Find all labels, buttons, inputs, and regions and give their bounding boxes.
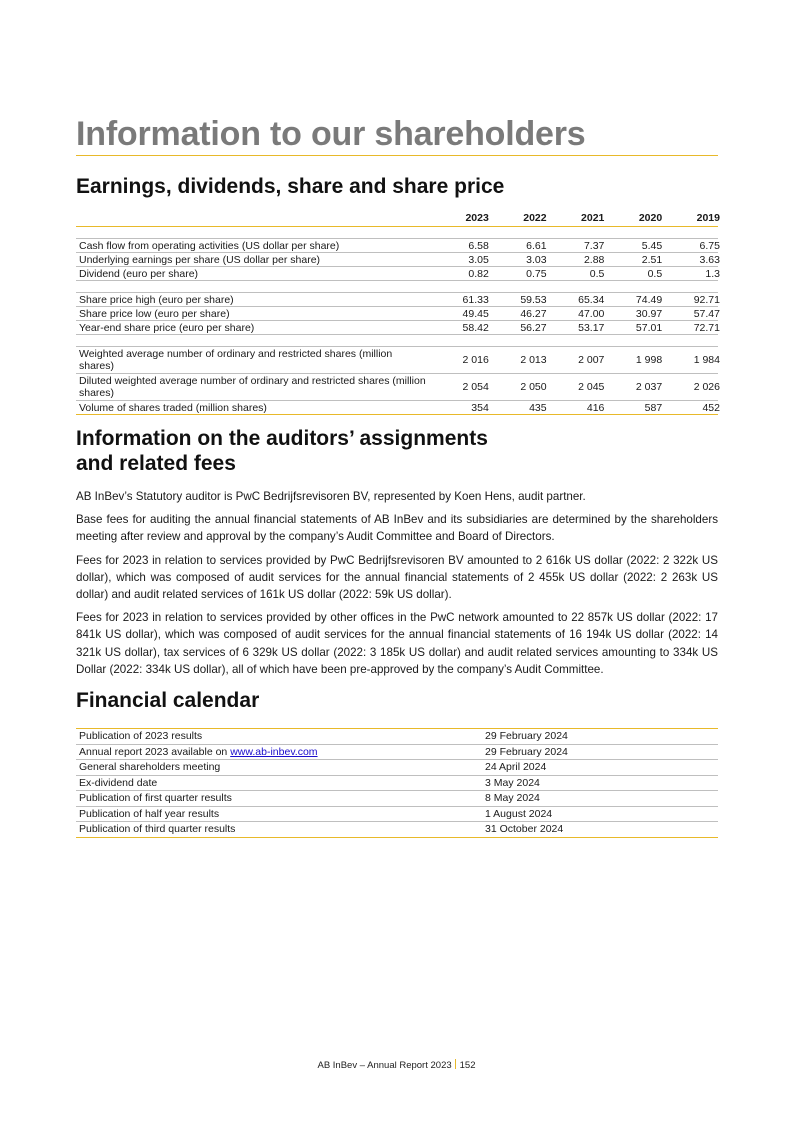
calendar-row xyxy=(76,729,718,745)
table-row xyxy=(76,267,718,281)
row-value: 1 998 xyxy=(635,354,663,366)
group-spacer xyxy=(76,335,718,347)
row-value: 6.75 xyxy=(699,239,720,252)
row-value: 74.49 xyxy=(635,293,663,306)
paragraph: Fees for 2023 in relation to services provided by PwC Bedrijfsrevisoren BV amounted to 2 616k US dollar (2022: 2 322k US dollar), which was composed of audit services for the annual financial statements of 2 455k US dollar (2022: 2 263k US dollar) and audit related services of 161k US dollar (2022: 59k US dollar). xyxy=(76,553,718,602)
calendar-date: 3 May 2024 xyxy=(485,776,540,789)
row-value: 1.3 xyxy=(705,267,720,280)
row-value: 0.5 xyxy=(647,267,663,280)
page-title: Information to our shareholders xyxy=(76,113,718,156)
table-row xyxy=(76,239,718,253)
row-value: 354 xyxy=(471,401,489,414)
calendar-date: 24 April 2024 xyxy=(485,761,547,773)
calendar-row xyxy=(76,807,718,823)
earnings-body xyxy=(76,227,718,415)
row-label: Volume of shares traded (million shares) xyxy=(79,401,267,414)
table-row xyxy=(76,347,718,374)
row-value: 57.47 xyxy=(693,307,720,320)
earnings-heading: Earnings, dividends, share and share price xyxy=(76,175,505,198)
auditors-heading xyxy=(76,426,576,476)
auditors-heading-line2: and related fees xyxy=(76,452,236,475)
row-value: 47.00 xyxy=(578,307,605,320)
row-value: 92.71 xyxy=(693,293,720,306)
row-value: 3.05 xyxy=(468,253,489,266)
calendar-date: 1 August 2024 xyxy=(485,807,553,820)
row-value: 2.51 xyxy=(641,253,663,266)
row-label: Share price low (euro per share) xyxy=(79,307,230,320)
calendar-row xyxy=(76,776,718,792)
paragraph: AB InBev’s Statutory auditor is PwC Bedrijfsrevisoren BV, represented by Koen Hens, audit partner. xyxy=(76,490,586,503)
calendar-table xyxy=(76,728,718,838)
row-value: 3.63 xyxy=(699,253,720,266)
calendar-date: 29 February 2024 xyxy=(485,730,568,742)
row-value: 2 045 xyxy=(578,381,605,393)
calendar-event-text: Publication of 2023 results xyxy=(79,730,203,742)
row-value: 2 013 xyxy=(520,354,547,366)
row-value: 2 050 xyxy=(520,381,547,393)
calendar-event xyxy=(76,776,485,791)
table-row xyxy=(76,253,718,267)
row-value: 58.42 xyxy=(462,321,489,334)
page-number: 152 xyxy=(459,1060,476,1071)
row-value: 59.53 xyxy=(520,293,547,306)
group-spacer xyxy=(76,281,718,293)
calendar-row xyxy=(76,791,718,807)
calendar-event xyxy=(76,822,485,837)
calendar-heading: Financial calendar xyxy=(76,689,260,712)
auditors-text xyxy=(76,488,718,684)
row-value: 61.33 xyxy=(462,293,489,306)
row-value: 2 026 xyxy=(693,381,720,393)
row-value: 2 007 xyxy=(578,354,605,366)
calendar-event-text: Annual report 2023 available on xyxy=(79,745,231,758)
row-value: 1 984 xyxy=(693,354,720,366)
paragraph: Fees for 2023 in relation to services provided by other offices in the PwC network amounted to 22 857k US dollar (2022: 17 841k US dollar), which was composed of audit services for the annual financial statements of 16 194k US dollar (2022: 14 321k US dollar), tax services of 6 329k US dollar (2022: 3 185k US dollar) and audit related services amounting to 334k US Dollar (2022: 334k US dollar), all of which have been pre-approved by the company’s Audit Committee. xyxy=(76,611,718,676)
row-label: Diluted weighted average number of ordinary and restricted shares (million shares) xyxy=(79,374,426,399)
calendar-event-text: Ex-dividend date xyxy=(79,776,158,789)
calendar-event-text: General shareholders meeting xyxy=(79,761,221,773)
calendar-event xyxy=(76,760,485,775)
row-value: 65.34 xyxy=(578,293,605,306)
row-label: Weighted average number of ordinary and restricted shares (million shares) xyxy=(79,347,393,372)
calendar-row xyxy=(76,822,718,838)
paragraph: Base fees for auditing the annual financial statements of AB InBev and its subsidiaries are determined by the shareholders meeting after review and approval by the company’s Audit Committee and Board of Directors. xyxy=(76,513,718,544)
calendar-row xyxy=(76,760,718,776)
earnings-table xyxy=(76,210,718,415)
row-value: 0.5 xyxy=(589,267,605,280)
table-row xyxy=(76,374,718,401)
year-header: 2023 xyxy=(465,212,489,224)
table-row xyxy=(76,293,718,307)
calendar-date: 31 October 2024 xyxy=(485,823,564,835)
year-header: 2021 xyxy=(581,212,605,224)
row-value: 416 xyxy=(586,401,605,414)
row-value: 6.58 xyxy=(468,239,489,252)
footer-text: AB InBev – Annual Report 2023 xyxy=(317,1060,452,1071)
calendar-date: 8 May 2024 xyxy=(485,792,540,804)
row-value: 30.97 xyxy=(635,307,663,320)
row-value: 2 037 xyxy=(635,381,663,393)
calendar-event xyxy=(76,745,485,760)
calendar-event-text: Publication of third quarter results xyxy=(79,823,236,835)
calendar-row xyxy=(76,745,718,761)
calendar-event xyxy=(76,729,485,744)
website-link[interactable]: www.ab-inbev.com xyxy=(230,745,318,758)
calendar-event-text: Publication of half year results xyxy=(79,807,220,820)
calendar-date: 29 February 2024 xyxy=(485,745,568,758)
row-label: Cash flow from operating activities (US dollar per share) xyxy=(79,239,340,252)
row-value: 72.71 xyxy=(693,321,720,334)
year-header: 2019 xyxy=(696,212,720,224)
row-value: 5.45 xyxy=(641,239,663,252)
row-value: 452 xyxy=(702,401,720,414)
calendar-event xyxy=(76,791,485,806)
row-label: Year-end share price (euro per share) xyxy=(79,321,255,334)
row-label: Dividend (euro per share) xyxy=(79,267,199,280)
table-row xyxy=(76,321,718,335)
row-value: 0.75 xyxy=(526,267,547,280)
row-value: 6.61 xyxy=(526,239,547,252)
table-row xyxy=(76,307,718,321)
row-value: 46.27 xyxy=(520,307,547,320)
row-value: 3.03 xyxy=(526,253,547,266)
row-value: 56.27 xyxy=(520,321,547,334)
row-value: 587 xyxy=(644,401,663,414)
row-value: 2 054 xyxy=(462,381,489,393)
row-value: 435 xyxy=(529,401,547,414)
row-value: 57.01 xyxy=(635,321,663,334)
row-value: 49.45 xyxy=(462,307,489,320)
calendar-event xyxy=(76,807,485,822)
row-value: 0.82 xyxy=(468,267,489,280)
year-header: 2020 xyxy=(638,212,663,224)
row-label: Underlying earnings per share (US dollar per share) xyxy=(79,253,321,266)
calendar-event-text: Publication of first quarter results xyxy=(79,792,232,804)
row-value: 7.37 xyxy=(583,239,605,252)
table-row xyxy=(76,401,718,415)
row-label: Share price high (euro per share) xyxy=(79,293,234,306)
earnings-header-row xyxy=(76,210,718,227)
group-spacer xyxy=(76,227,718,239)
row-value: 2.88 xyxy=(583,253,605,266)
footer-divider xyxy=(455,1059,456,1069)
year-header: 2022 xyxy=(523,212,547,224)
auditors-heading-line1: Information on the auditors’ assignments xyxy=(76,427,488,450)
row-value: 53.17 xyxy=(578,321,605,334)
row-value: 2 016 xyxy=(462,354,489,366)
footer xyxy=(0,1059,793,1071)
